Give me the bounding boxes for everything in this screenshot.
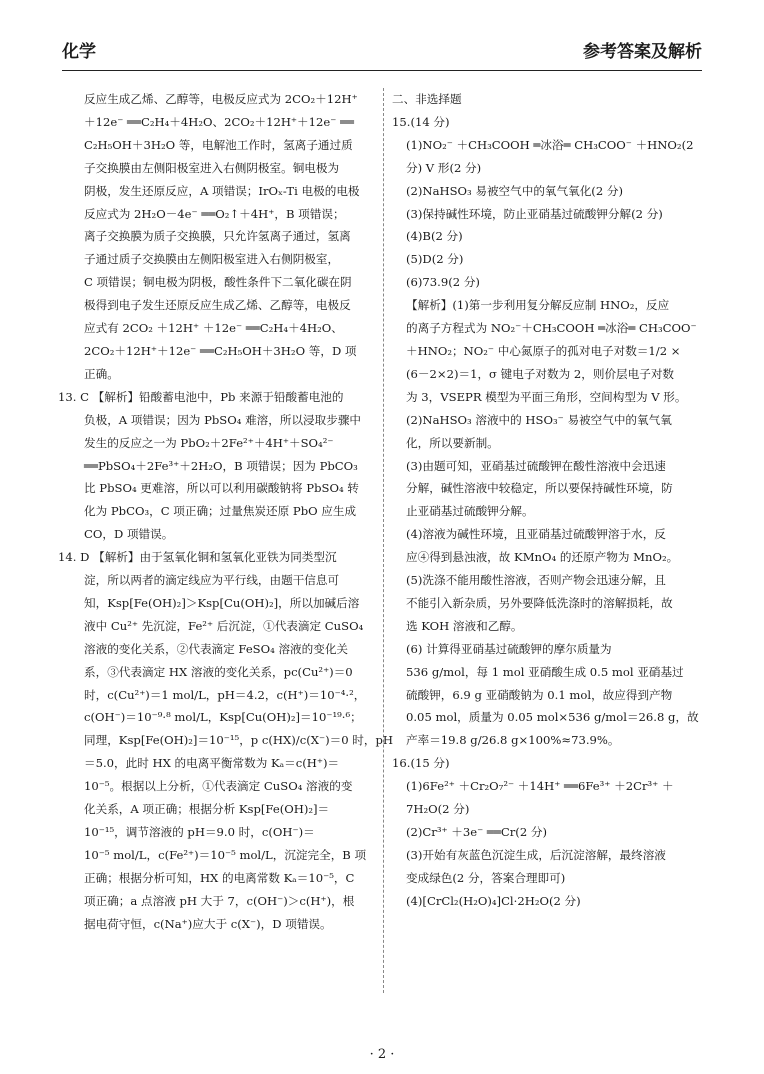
text-line: 正确。 [84,366,119,381]
text-line: (6)73.9(2 分) [406,275,480,290]
text-line: 项正确；a 点溶液 pH 大于 7，c(OH⁻)＞c(H⁺)，根 [84,893,355,908]
text-line: C₂H₅OH＋3H₂O 等，电解池工作时，氢离子通过质 [84,137,353,152]
text-line: 15.(14 分) [392,114,450,129]
header-rule [62,70,702,71]
text-line: (5)洗涤不能用酸性溶液，否则产物会迅速分解，且 [406,573,666,588]
subject-title: 化学 [62,42,96,62]
text-line: 应式有 2CO₂ ＋12H⁺ ＋12e⁻ ══C₂H₄＋4H₂O、 [84,321,343,336]
text-line: (3)由题可知，亚硝基过硫酸钾在酸性溶液中会迅速 [406,458,666,473]
text-line: 14. D 【解析】由于氢氧化铜和氢氧化亚铁为同类型沉 [58,550,337,565]
text-line: 选 KOH 溶液和乙醇。 [406,618,523,633]
text-line: 系，③代表滴定 HX 溶液的变化关系，pc(Cu²⁺)＝0 [84,664,353,679]
left-column [58,88,394,936]
text-line: 10⁻⁵。根据以上分析，①代表滴定 CuSO₄ 溶液的变 [84,779,353,794]
text-line: 化关系，A 项正确；根据分析 Ksp[Fe(OH)₂]＝ [84,802,330,817]
text-line: 10⁻¹⁵，调节溶液的 pH＝9.0 时，c(OH⁻)＝ [84,825,315,839]
text-line: 负极，A 项错误；因为 PbSO₄ 难溶，所以浸取步骤中 [84,412,362,427]
text-line: 离子交换膜为质子交换膜，只允许氢离子通过，氢离 [84,229,351,244]
text-line: 分解，碱性溶液中较稳定，所以要保持碱性环境，防 [406,481,673,496]
text-line: 正确；根据分析可知，HX 的电离常数 Kₐ＝10⁻⁵，C [84,870,355,885]
text-line: (3)开始有灰蓝色沉淀生成，后沉淀溶解，最终溶液 [406,847,666,862]
text-line: 同理，Ksp[Fe(OH)₂]＝10⁻¹⁵，p c(HX)/c(X⁻)＝0 时，pH [84,733,394,748]
text-line: 536 g/mol，每 1 mol 亚硝酸生成 0.5 mol 亚硝基过 [406,664,684,679]
text-line: 化为 PbCO₃，C 项正确；过量焦炭还原 PbO 应生成 [84,504,357,519]
text-line: 7H₂O(2 分) [406,802,470,817]
text-line: ＋12e⁻ ══C₂H₄＋4H₂O、2CO₂＋12H⁺＋12e⁻ ══ [84,114,355,129]
text-line: 分) V 形(2 分) [406,160,482,175]
text-line: (2)NaHSO₃ 易被空气中的氧气氧化(2 分) [406,183,624,198]
text-line: 不能引入新杂质，另外要降低洗涤时的溶解损耗，故 [406,595,673,610]
section-title: 参考答案及解析 [583,42,702,62]
text-line: 阴极，发生还原反应，A 项错误；IrOₓ-Ti 电极的电极 [84,183,360,198]
text-line: 止亚硝基过硫酸钾分解。 [406,504,534,519]
text-line: 2CO₂＋12H⁺＋12e⁻ ══C₂H₅OH＋3H₂O 等，D 项 [84,343,357,358]
text-line: 为 3，VSEPR 模型为平面三角形，空间构型为 V 形。 [406,389,687,404]
right-column [392,88,710,913]
text-line: (2)Cr³⁺ ＋3e⁻ ══Cr(2 分) [406,825,547,839]
page-header [62,32,702,62]
text-line: 反应式为 2H₂O－4e⁻ ══O₂↑＋4H⁺，B 项错误； [84,206,345,221]
text-line: (4)溶液为碱性环境，且亚硝基过硫酸钾溶于水，反 [406,527,666,542]
text-line: 化，所以要新制。 [406,435,499,450]
text-line: 0.05 mol，质量为 0.05 mol×536 g/mol＝26.8 g，故 [406,710,699,725]
text-line: (4)B(2 分) [406,229,463,244]
text-line: (1)6Fe²⁺ ＋Cr₂O₇²⁻ ＋14H⁺ ══6Fe³⁺ ＋2Cr³⁺ ＋ [406,779,674,794]
text-line: 硫酸钾，6.9 g 亚硝酸钠为 0.1 mol，故应得到产物 [406,687,673,702]
page-number: · 2 · [369,1047,395,1062]
text-line: (4)[CrCl₂(H₂O)₄]Cl·2H₂O(2 分) [406,893,581,908]
text-line: 变成绿色(2 分，答案合理即可) [406,870,566,885]
text-line: (2)NaHSO₃ 溶液中的 HSO₃⁻ 易被空气中的氧气氧 [406,412,672,427]
text-line: (3)保持碱性环境，防止亚硝基过硫酸钾分解(2 分) [406,206,663,221]
text-line: 10⁻⁵ mol/L，c(Fe²⁺)＝10⁻⁵ mol/L，沉淀完全，B 项 [84,847,367,862]
text-line: 淀，所以两者的滴定线应为平行线，由题干信息可 [84,573,340,588]
text-line: 发生的反应之一为 PbO₂＋2Fe²⁺＋4H⁺＋SO₄²⁻ [84,435,334,450]
text-line: C 项错误；铜电极为阴极，酸性条件下二氧化碳在阴 [84,275,352,290]
text-line: c(OH⁻)＝10⁻⁹·⁸ mol/L，Ksp[Cu(OH)₂]＝10⁻¹⁹·⁶； [84,710,362,725]
text-line: 极得到电子发生还原反应生成乙烯、乙醇等，电极反 [84,298,351,313]
text-line: 知，Ksp[Fe(OH)₂]＞Ksp[Cu(OH)₂]，所以加碱后溶 [84,595,360,610]
text-line: 产率＝19.8 g/26.8 g×100%≈73.9%。 [406,733,620,748]
text-line: 时，c(Cu²⁺)＝1 mol/L，pH＝4.2，c(H⁺)＝10⁻⁴·²， [84,687,366,702]
text-line: 据电荷守恒，c(Na⁺)应大于 c(X⁻)，D 项错误。 [84,916,332,931]
text-line: 反应生成乙烯、乙醇等，电极反应式为 2CO₂＋12H⁺ [84,92,358,106]
text-line: CO，D 项错误。 [84,527,174,542]
text-line: 溶液的变化关系，②代表滴定 FeSO₄ 溶液的变化关 [84,641,349,656]
text-line: (1)NO₂⁻ ＋CH₃COOH ═冰浴═ CH₃COO⁻ ＋HNO₂(2 [406,137,694,152]
text-line: ══PbSO₄＋2Fe³⁺＋2H₂O，B 项错误；因为 PbCO₃ [84,458,358,473]
text-line: 13. C 【解析】铅酸蓄电池中，Pb 来源于铅酸蓄电池的 [58,389,344,404]
text-line: (6－2×2)＝1，σ 键电子对数为 2，则价层电子对数 [406,366,675,381]
column-divider [383,88,384,993]
text-line: 子通过质子交换膜由左侧阳极室进入右侧阴极室， [84,252,340,267]
text-line: 16.(15 分) [392,756,450,771]
text-line: (5)D(2 分) [406,252,464,267]
text-line: 子交换膜由左侧阳极室进入右侧阴极室。铜电极为 [84,160,340,175]
text-line: ＋HNO₂；NO₂⁻ 中心氮原子的孤对电子对数＝1/2 × [406,343,681,358]
text-line: 液中 Cu²⁺ 先沉淀，Fe²⁺ 后沉淀，①代表滴定 CuSO₄ [84,618,364,633]
text-line: 的离子方程式为 NO₂⁻＋CH₃COOH ═冰浴═ CH₃COO⁻ [406,321,697,336]
text-line: 【解析】(1)第一步利用复分解反应制 HNO₂，反应 [406,298,670,313]
text-line: 比 PbSO₄ 更难溶，所以可以利用碳酸钠将 PbSO₄ 转 [84,481,359,496]
text-line: 二、非选择题 [392,92,462,106]
text-line: (6) 计算得亚硝基过硫酸钾的摩尔质量为 [406,641,612,656]
text-line: ＝5.0，此时 HX 的电离平衡常数为 Kₐ＝c(H⁺)＝ [84,756,340,771]
text-line: 应④得到悬浊液，故 KMnO₄ 的还原产物为 MnO₂。 [406,550,679,565]
